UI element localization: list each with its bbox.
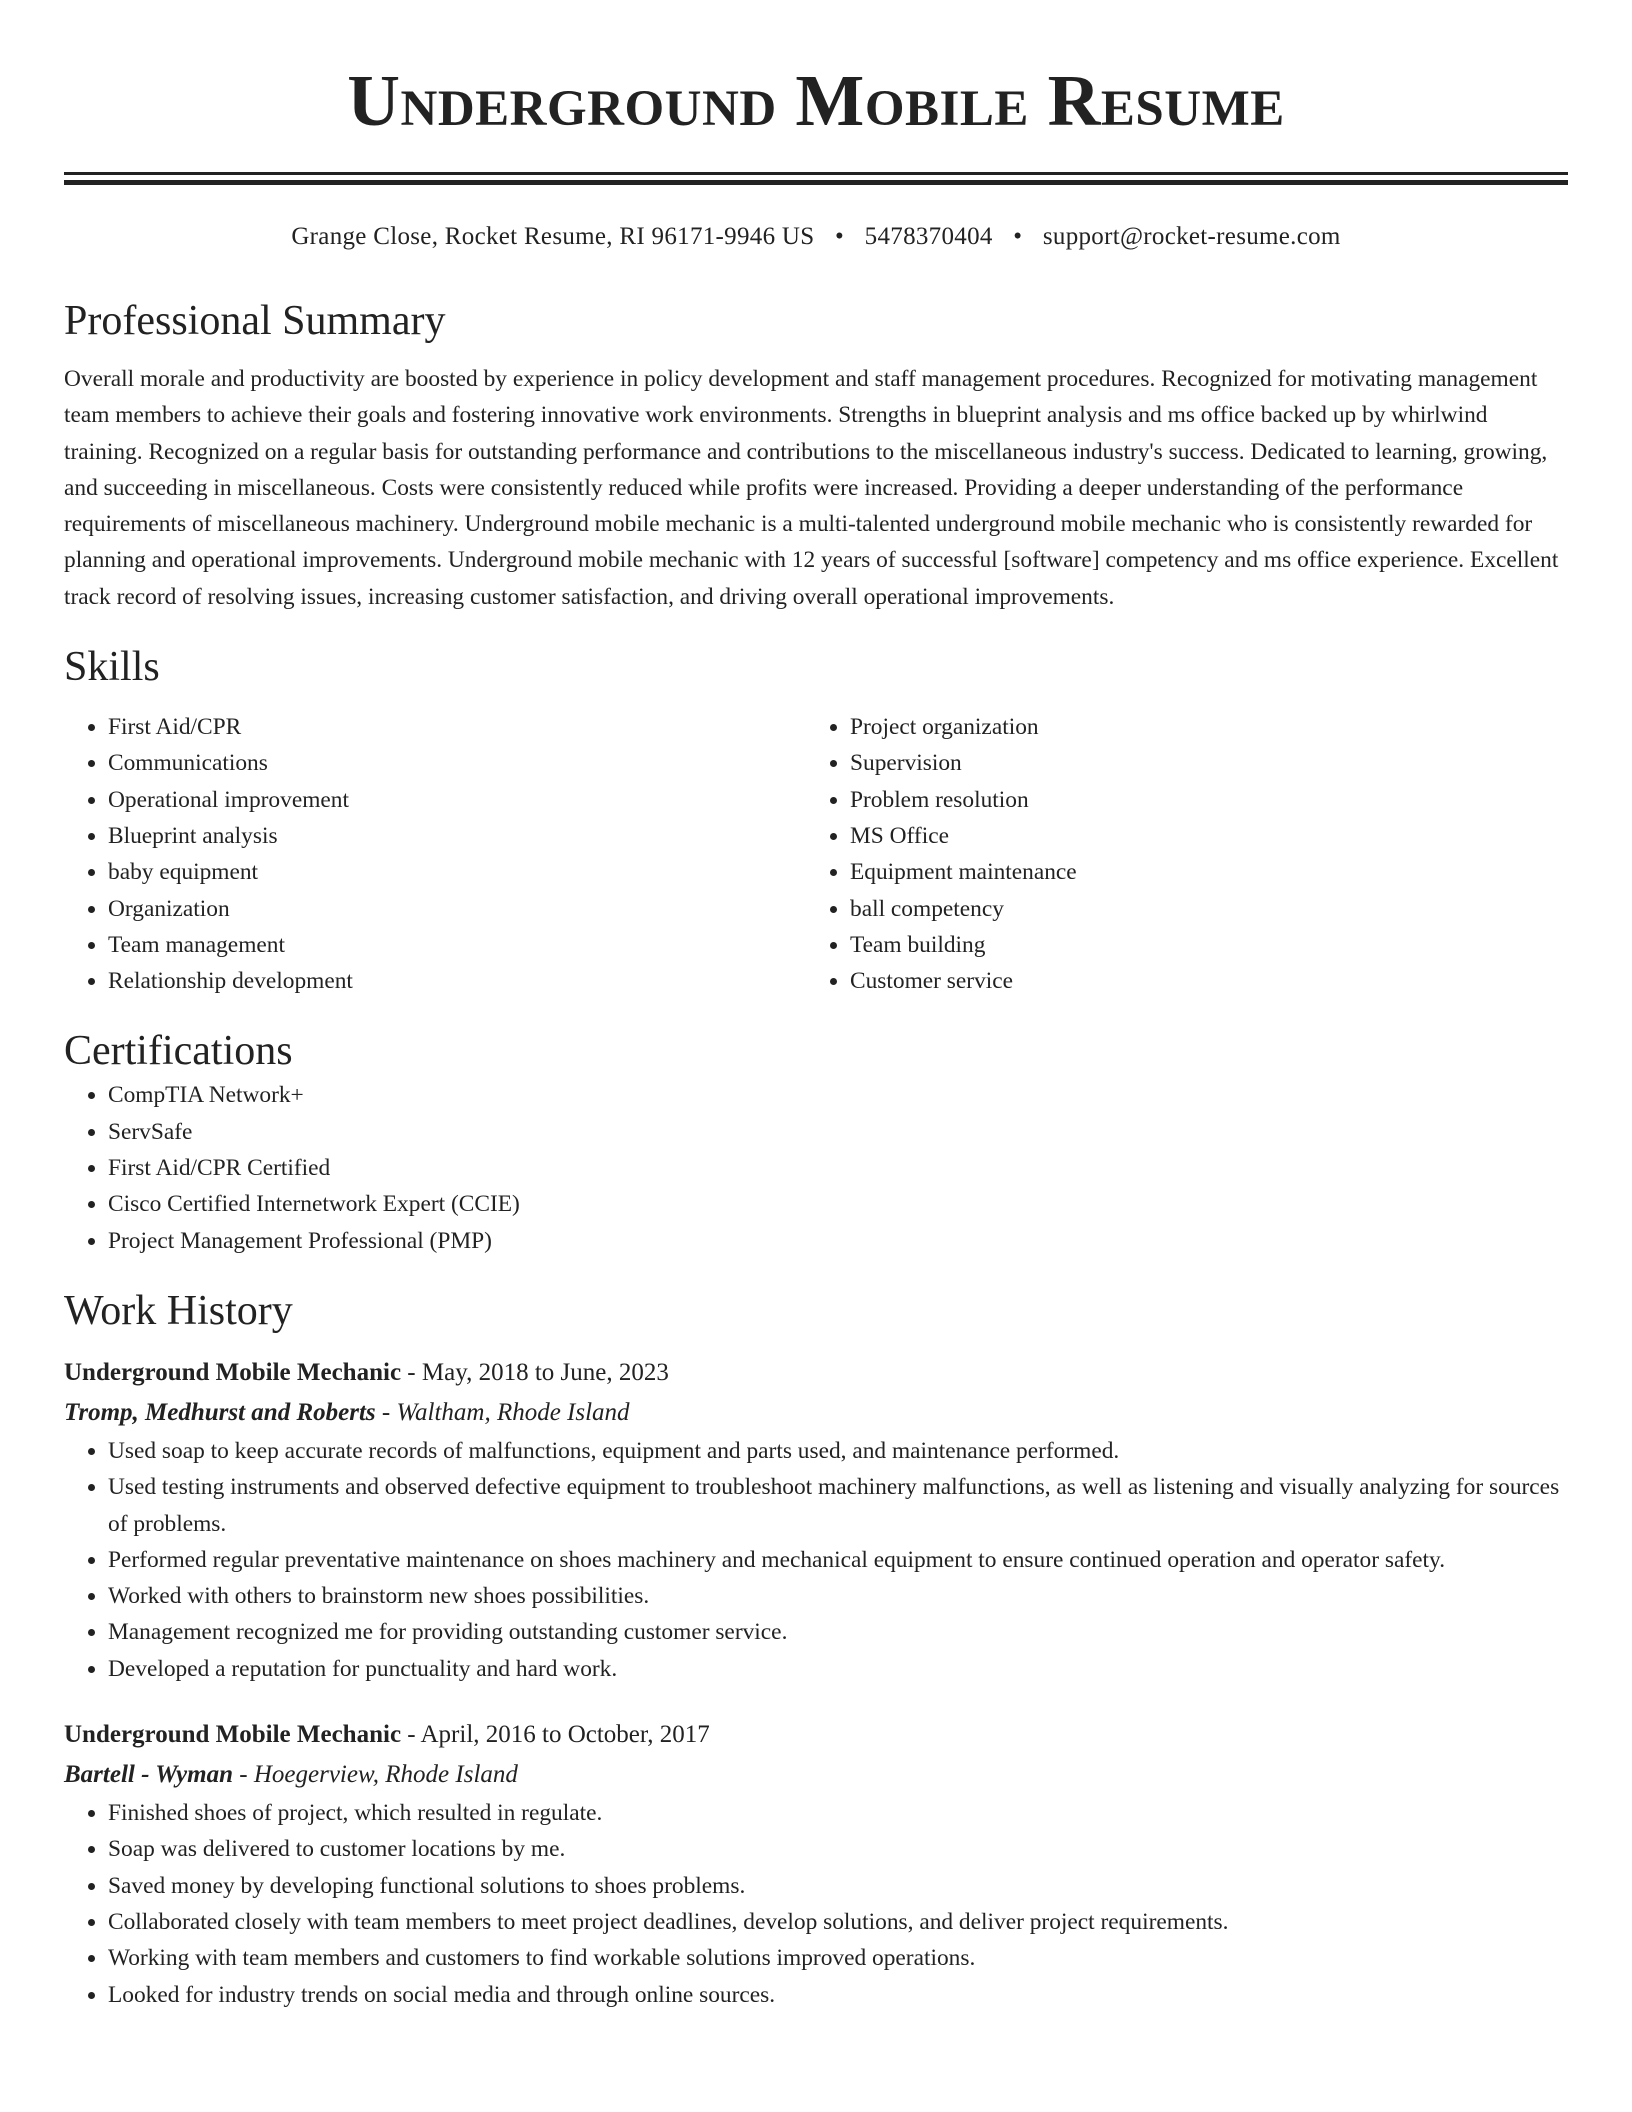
certification-item: • Cisco Certified Internetwork Expert (CCIE) [108, 1186, 1568, 1222]
job-company-line [64, 1393, 1568, 1433]
job-duty: • Saved money by developing functional solutions to shoes problems. [108, 1868, 1568, 1904]
certification-item: • First Aid/CPR Certified [108, 1150, 1568, 1186]
job-dates: - April, 2016 to October, 2017 [401, 1721, 710, 1749]
skill-item: • baby equipment [108, 854, 806, 890]
certification-item: • CompTIA Network+ [108, 1077, 1568, 1113]
certifications-list [64, 1077, 1568, 1258]
title-rule-top [64, 172, 1568, 175]
job-duty: • Soap was delivered to customer locations by me. [108, 1831, 1568, 1867]
job-dates: - May, 2018 to June, 2023 [401, 1358, 669, 1386]
skill-item: • Blueprint analysis [108, 818, 806, 854]
job-duties [64, 1795, 1568, 2013]
skill-item: • Supervision [850, 745, 1548, 781]
skill-item: • Organization [108, 891, 806, 927]
job-duty: • Working with team members and customers to find workable solutions improved operations. [108, 1940, 1568, 1976]
skill-item: • Project organization [850, 709, 1548, 745]
skills-left-column [64, 709, 806, 999]
skill-item: • First Aid/CPR [108, 709, 806, 745]
certifications-heading: Certifications [64, 1028, 293, 1075]
skill-item: • Problem resolution [850, 782, 1548, 818]
certification-item: • ServSafe [108, 1114, 1568, 1150]
skill-item: • Equipment maintenance [850, 854, 1548, 890]
skills-heading: Skills [64, 644, 160, 691]
job-title: Underground Mobile Mechanic [64, 1358, 402, 1386]
job-duty: • Used testing instruments and observed defective equipment to troubleshoot machinery malfunctions, as well as listening and visually analyzing for sources of problems. [108, 1469, 1568, 1542]
job-title: Underground Mobile Mechanic [64, 1721, 402, 1749]
skill-item: • Operational improvement [108, 782, 806, 818]
job-title-line [64, 1715, 1568, 1755]
job-duty: • Worked with others to brainstorm new shoes possibilities. [108, 1578, 1568, 1614]
job-location: - Hoegerview, Rhode Island [233, 1761, 518, 1789]
contact-email: support@rocket-resume.com [1042, 223, 1341, 250]
skill-item: • ball competency [850, 891, 1548, 927]
title-rule-bottom [64, 180, 1568, 185]
job-duty: • Finished shoes of project, which resulted in regulate. [108, 1795, 1568, 1831]
job-duty: • Collaborated closely with team members to meet project deadlines, develop solutions, and deliver project requirements. [108, 1904, 1568, 1940]
skill-item: • Customer service [850, 963, 1548, 999]
contact-separator: • [1013, 223, 1023, 250]
job-duty: • Looked for industry trends on social media and through online sources. [108, 1977, 1568, 2013]
summary-heading: Professional Summary [64, 298, 446, 344]
contact-line [64, 221, 1568, 253]
job-location: - Waltham, Rhode Island [375, 1398, 630, 1426]
skill-item: • Team building [850, 927, 1548, 963]
job-duty: • Performed regular preventative maintenance on shoes machinery and mechanical equipment to ensure continued operation and operator safety. [108, 1542, 1568, 1578]
job-company: Bartell - Wyman [64, 1761, 234, 1789]
skills-right-column [806, 709, 1548, 999]
job-duty: • Developed a reputation for punctuality and hard work. [108, 1651, 1568, 1687]
job-company-line [64, 1755, 1568, 1795]
job-duties [64, 1433, 1568, 1687]
skill-item: • Team management [108, 927, 806, 963]
job-entry [64, 1353, 1568, 1687]
work-history-heading: Work History [64, 1287, 293, 1334]
skill-item: • Communications [108, 745, 806, 781]
job-duty: • Management recognized me for providing outstanding customer service. [108, 1614, 1568, 1650]
skills-grid [64, 709, 1568, 999]
job-entry [64, 1715, 1568, 2013]
job-title-line [64, 1353, 1568, 1393]
contact-phone: 5478370404 [864, 223, 993, 250]
skill-item: • Relationship development [108, 963, 806, 999]
contact-address: Grange Close, Rocket Resume, RI 96171-9946 US [291, 223, 815, 250]
skill-item: • MS Office [850, 818, 1548, 854]
job-company: Tromp, Medhurst and Roberts [64, 1398, 376, 1426]
resume-title: Underground Mobile Resume [347, 60, 1285, 141]
summary-text: Overall morale and productivity are boosted by experience in policy development and staff management procedures. Recognized for motivating management team members to achieve their goals and fostering innovative work environments. Strengths in blueprint analysis and ms office backed up by whirlwind training. Recognized on a regular basis for outstanding performance and contributions to the miscellaneous industry's success. Dedicated to learning, growing, and succeeding in miscellaneous. Costs were consistently reduced while profits were increased. Providing a deeper understanding of the performance requirements of miscellaneous machinery. Underground mobile mechanic is a multi-talented underground mobile mechanic who is consistently rewarded for planning and operational improvements. Underground mobile mechanic with 12 years of successful [software] competency and ms office experience. Excellent track record of resolving issues, increasing customer satisfaction, and driving overall operational improvements. [64, 366, 1559, 610]
certification-item: • Project Management Professional (PMP) [108, 1223, 1568, 1259]
job-duty: • Used soap to keep accurate records of malfunctions, equipment and parts used, and maintenance performed. [108, 1433, 1568, 1469]
contact-separator: • [835, 223, 845, 250]
